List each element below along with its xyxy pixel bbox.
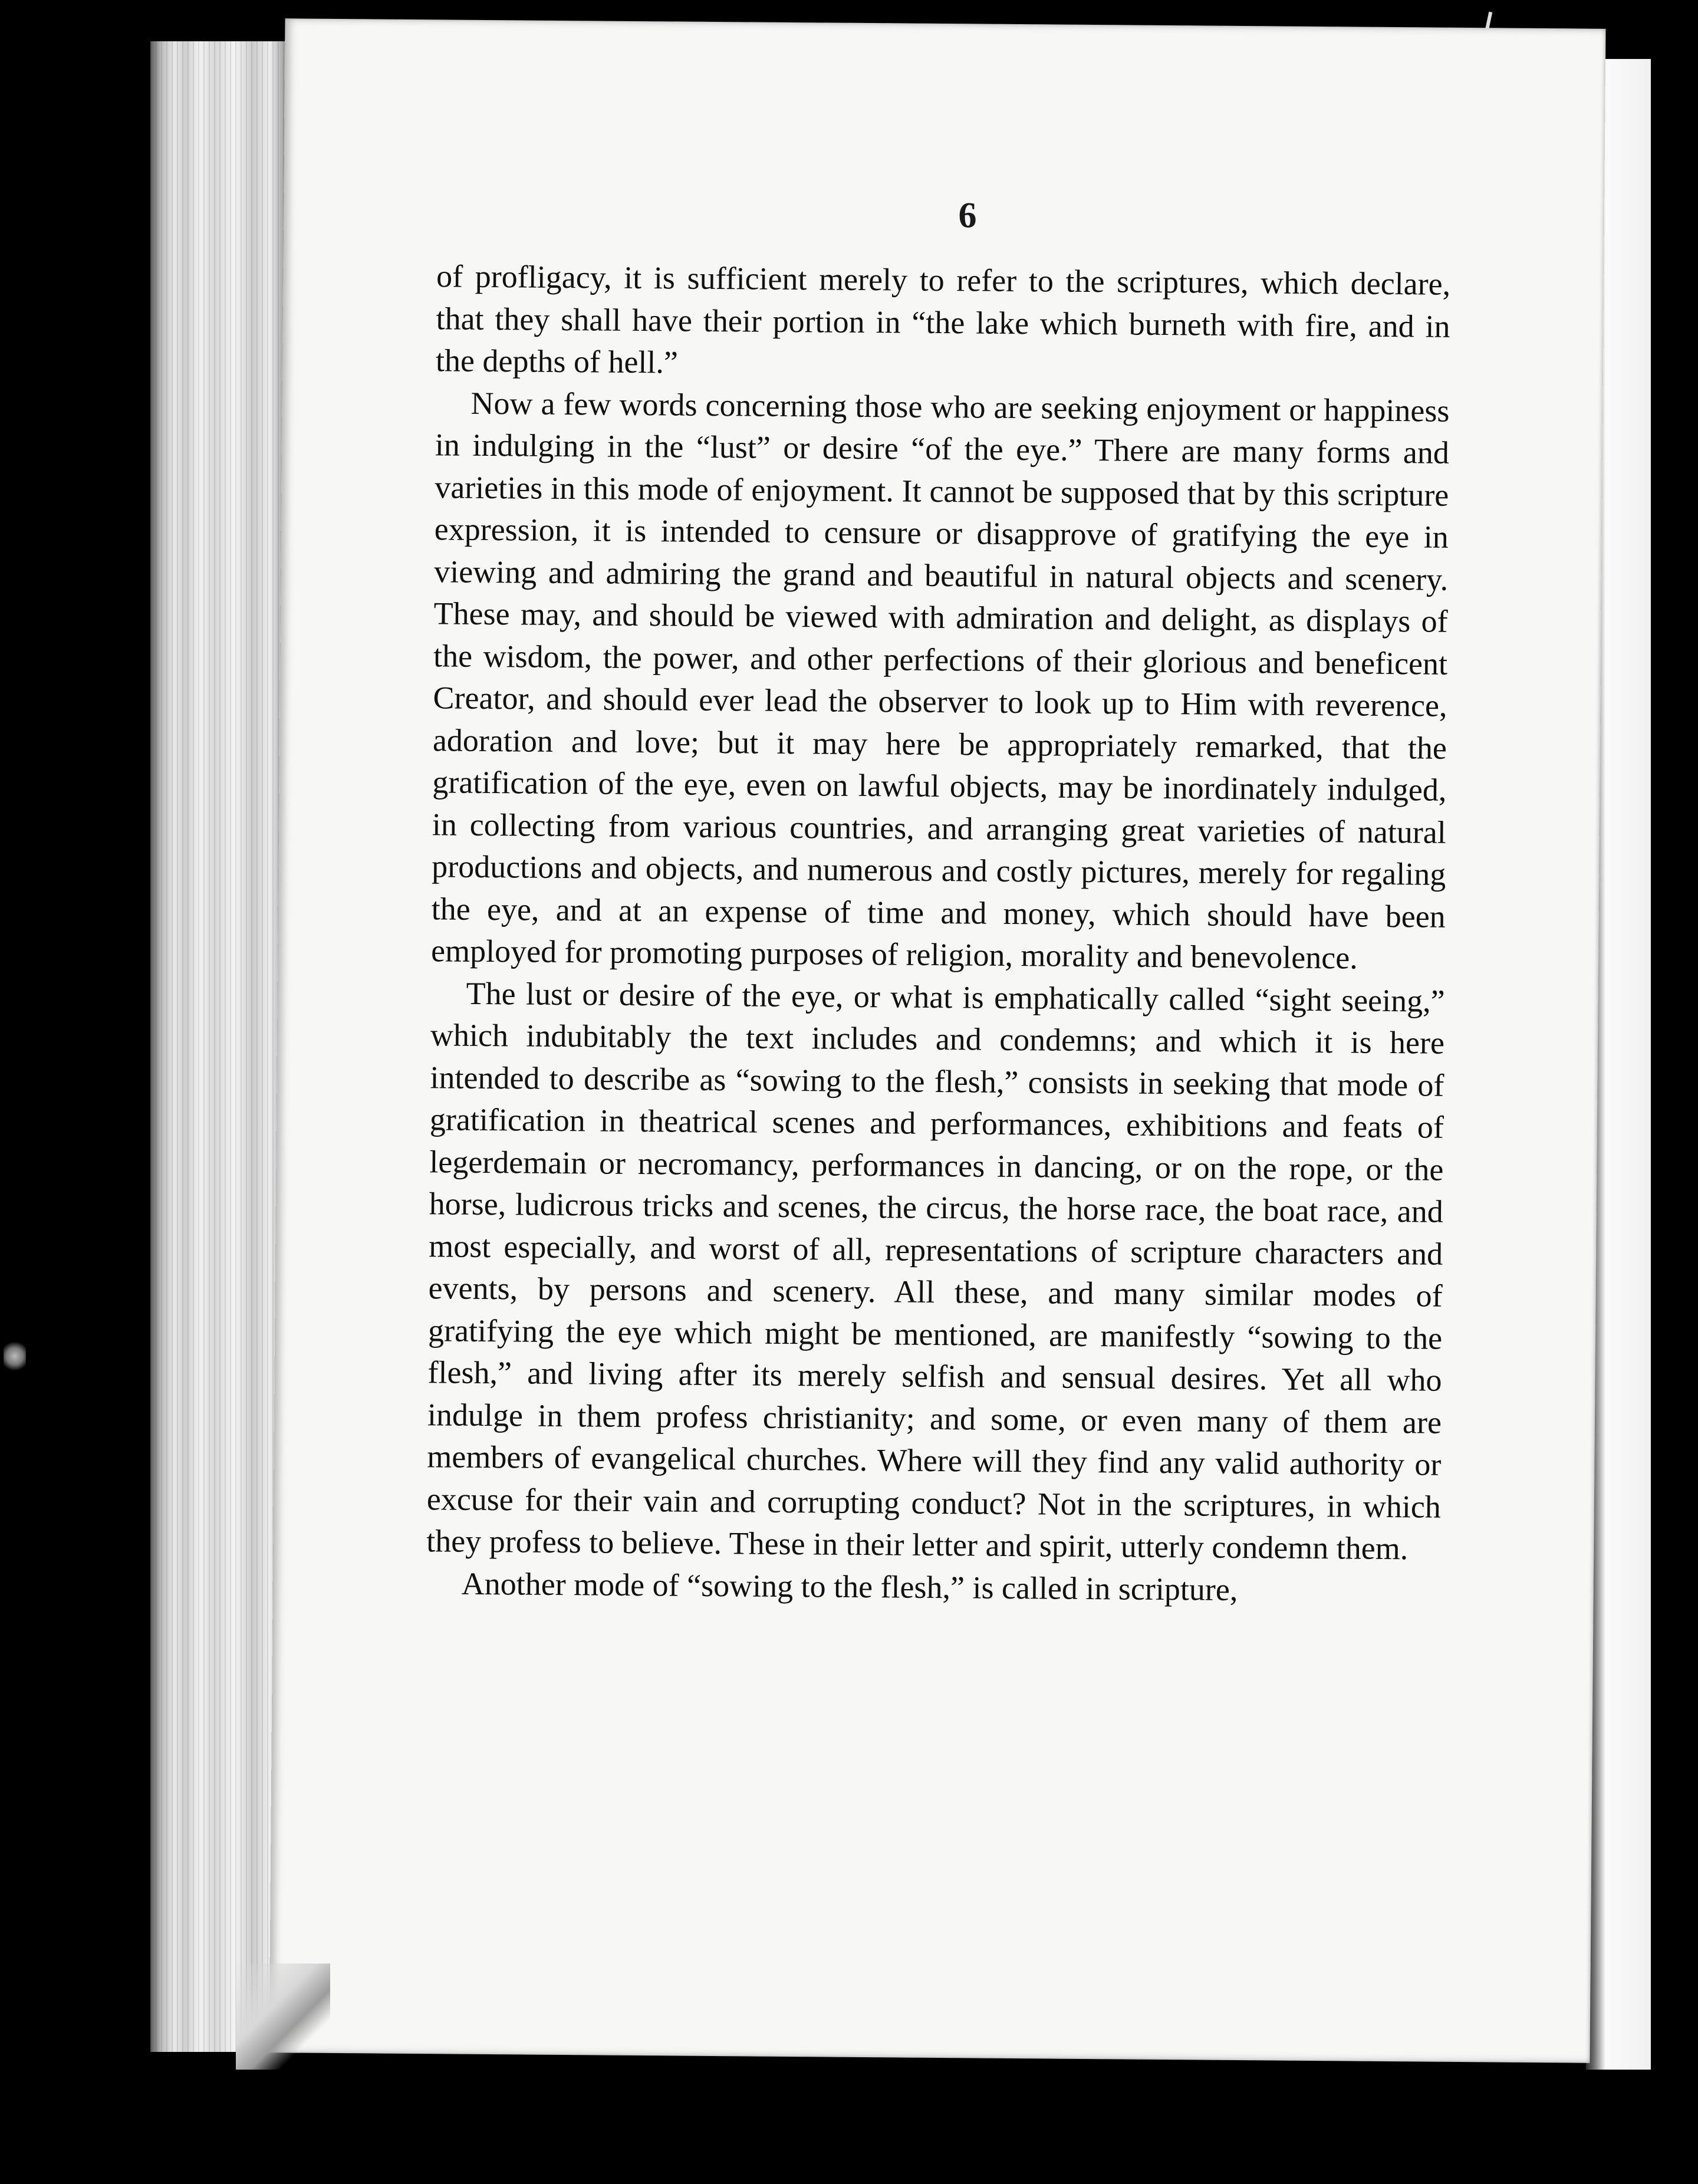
- paragraph: The lust or desire of the eye, or what is emphatically called “sight seeing,” which indubitably the text includes and condemns; and which it is here intended to describe as “sowing to the flesh,” consists in seeking that mode of gratification in theatrical scenes and performances, exhibitions and feats of legerdemain or necromancy, performances in dancing, or on the rope, or the horse, ludicrous tricks and scenes, the circus, the horse race, the boat race, and most especially, and worst of all, representations of scripture characters and events, by persons and scenery. All these, and many similar modes of gratifying the eye which might be mentioned, are manifestly “sowing to the flesh,” and living after its merely selfish and sensual desires. Yet all who indulge in them profess christianity; and some, or even many of them are members of evangelical churches. Where will they find any valid authority or excuse for their vain and corrupting conduct? Not in the scriptures, in which they profess to believe. These in their letter and spirit, utterly condemn them.: [426, 975, 1445, 1567]
- paragraph: Another mode of “sowing to the flesh,” is called in scripture,: [461, 1565, 1238, 1607]
- page-number: 6: [958, 195, 977, 236]
- page-body-text: [426, 255, 1450, 1612]
- book-page: [269, 18, 1605, 2063]
- paragraph: Now a few words concerning those who are seeking enjoyment or happiness in indulging in the “lust” or desire “of the eye.” There are many forms and varieties in this mode of enjoyment. It cannot be supposed that by this scripture expression, it is intended to censure or disapprove of gratifying the eye in viewing and admiring the grand and beautiful in natural objects and scenery. These may, and should be viewed with admiration and delight, as displays of the wisdom, the power, and other perfections of their glorious and beneficent Creator, and should ever lead the observer to look up to Him with reverence, adoration and love; but it may here be appropriately remarked, that the gratification of the eye, even on lawful objects, may be inordinately indulged, in collecting from various countries, and arranging great varieties of natural productions and objects, and numerous and costly pictures, merely for regaling the eye, and at an expense of time and money, which should have been employed for promoting purposes of religion, morality and benevolence.: [430, 385, 1450, 976]
- page-corner-fold: [236, 1963, 330, 2070]
- paragraph: of profligacy, it is sufficient merely to refer to the scriptures, which declare, that they shall have their portion in “the lake which burneth with fire, and in the depths of hell.”: [435, 258, 1451, 380]
- book-page-edges-left: [150, 41, 286, 2052]
- scan-blemish: [4, 1338, 26, 1374]
